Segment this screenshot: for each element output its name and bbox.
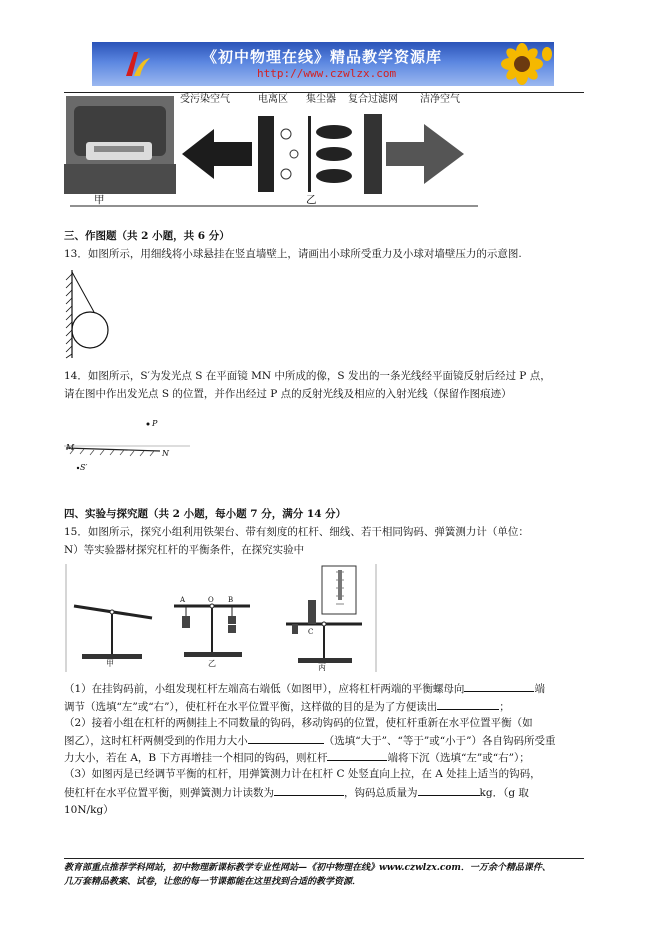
part3-text-b: 使杠杆在水平位置平衡，则弹簧测力计读数为 [64, 787, 274, 799]
lever-figure-bing [286, 566, 362, 663]
part3-text-d: kg．（g 取 [479, 787, 529, 799]
lever-label-jia: 甲 [106, 659, 114, 668]
part2-text-d: 力大小，若在 A，B 下方再增挂一个相同的钩码，则杠杆 [64, 752, 328, 764]
ball-on-wall-figure [64, 268, 114, 360]
part3-line1: （3）如图丙是已经调节平衡的杠杆，用弹簧测力计在杠杆 C 处竖直向上拉，在 A 处挂上适当的钩码， [64, 768, 541, 780]
mirror-label-s-prime: S′ [80, 463, 88, 472]
lever-label-o: O [208, 596, 214, 604]
air-purifier-figure [64, 94, 484, 210]
question-13: 13．如图所示，用细线将小球悬挂在竖直墙壁上，请画出小球所受重力及小球对墙壁压力的示意图. [64, 248, 522, 260]
figure-label-ionization: 电离区 [258, 94, 288, 105]
part3-line2 [64, 784, 529, 801]
answer-blank-6[interactable] [418, 784, 480, 796]
question-15-line2: N）等实验器材探究杠杆的平衡条件，在探究实验中 [64, 544, 305, 556]
lever-figure-yi [174, 604, 250, 657]
sunflower-icon [492, 42, 554, 86]
part2-line2 [64, 732, 555, 749]
part1-text-b: 端 [534, 683, 545, 695]
part2-line1: （2）接着小组在杠杆的两侧挂上不同数量的钩码，移动钩码的位置，使杠杆重新在水平位置平衡（如 [64, 717, 533, 729]
lever-label-bing: 丙 [318, 663, 326, 672]
answer-blank-4[interactable] [327, 749, 387, 761]
part2-text-b: 图乙），这时杠杆两侧受到的作用力大小 [64, 735, 248, 747]
question-15-line1: 15．如图所示，探究小组利用铁架台、带有刻度的杠杆、细线、若干相同钩码、弹簧测力计（单位： [64, 526, 529, 538]
lever-label-b: B [228, 596, 234, 604]
part2-line3 [64, 749, 530, 766]
figure-label-filter: 复合过滤网 [348, 94, 398, 105]
figure-label-clean-air: 洁净空气 [420, 94, 460, 105]
part1-text-a: （1）在挂钩码前，小组发现杠杆左端高右端低（如图甲），应将杠杆两端的平衡螺母向 [64, 683, 465, 695]
footer-rule [64, 858, 584, 859]
mirror-label-p: P [152, 419, 158, 428]
lever-label-a: A [180, 596, 186, 604]
logo-icon [120, 46, 154, 82]
answer-blank-3[interactable] [248, 732, 324, 744]
header-banner [92, 42, 554, 86]
mirror-label-n: N [162, 449, 169, 458]
answer-blank-1[interactable] [464, 680, 534, 692]
lever-figure-jia [74, 606, 152, 659]
part1-text-c: 调节（选填“左”或“右”），使杠杆在水平位置平衡，这样做的目的是为了方便读出 [64, 701, 438, 713]
part2-text-c: （选填“大于”、“等于”或“小于”）各自钩码所受重 [323, 735, 556, 747]
part1-line2 [64, 698, 510, 715]
mirror-label-m: M [66, 443, 75, 452]
lever-label-c: C [308, 628, 314, 636]
footer-line1: 教育部重点推荐学科网站，初中物理新课标教学专业性网站—《初中物理在线》www.czwlzx.com．一万余个精品课件、 [64, 863, 551, 873]
answer-blank-5[interactable] [274, 784, 344, 796]
section4-heading: 四、实验与探究题（共 2 小题，每小题 7 分，满分 14 分） [64, 508, 347, 520]
banner-title: 《初中物理在线》精品教学资源库 [202, 48, 443, 66]
figure-label-dust-collector: 集尘器 [306, 94, 336, 105]
answer-blank-2[interactable] [437, 698, 499, 710]
section3-heading: 三、作图题（共 2 小题，共 6 分） [64, 230, 230, 242]
footer-line2: 几万套精品教案、试卷，让您的每一节课都能在这里找到合适的教学资源． [64, 877, 362, 887]
figure-label-yi: 乙 [306, 194, 317, 206]
banner-url: http://www.czwlzx.com [257, 67, 397, 80]
part2-text-e: 端将下沉（选填“左”或“右”）； [387, 752, 530, 764]
lever-label-yi: 乙 [208, 659, 216, 668]
part1-text-d: ； [499, 701, 510, 713]
question-14-line2: 请在图中作出发光点 S 的位置，并作出经过 P 点的反射光线及相应的入射光线（保留作图痕迹） [64, 388, 512, 400]
figure-label-polluted-air: 受污染空气 [180, 94, 230, 105]
part3-line3: 10N/kg） [64, 804, 114, 816]
question-14-line1: 14．如图所示，S′为发光点 S 在平面镜 MN 中所成的像，S 发出的一条光线经平面镜反射后经过 P 点， [64, 370, 551, 382]
part3-text-c: ，钩码总质量为 [344, 787, 418, 799]
part1-line1 [64, 680, 545, 697]
figure-label-jia: 甲 [94, 194, 105, 206]
